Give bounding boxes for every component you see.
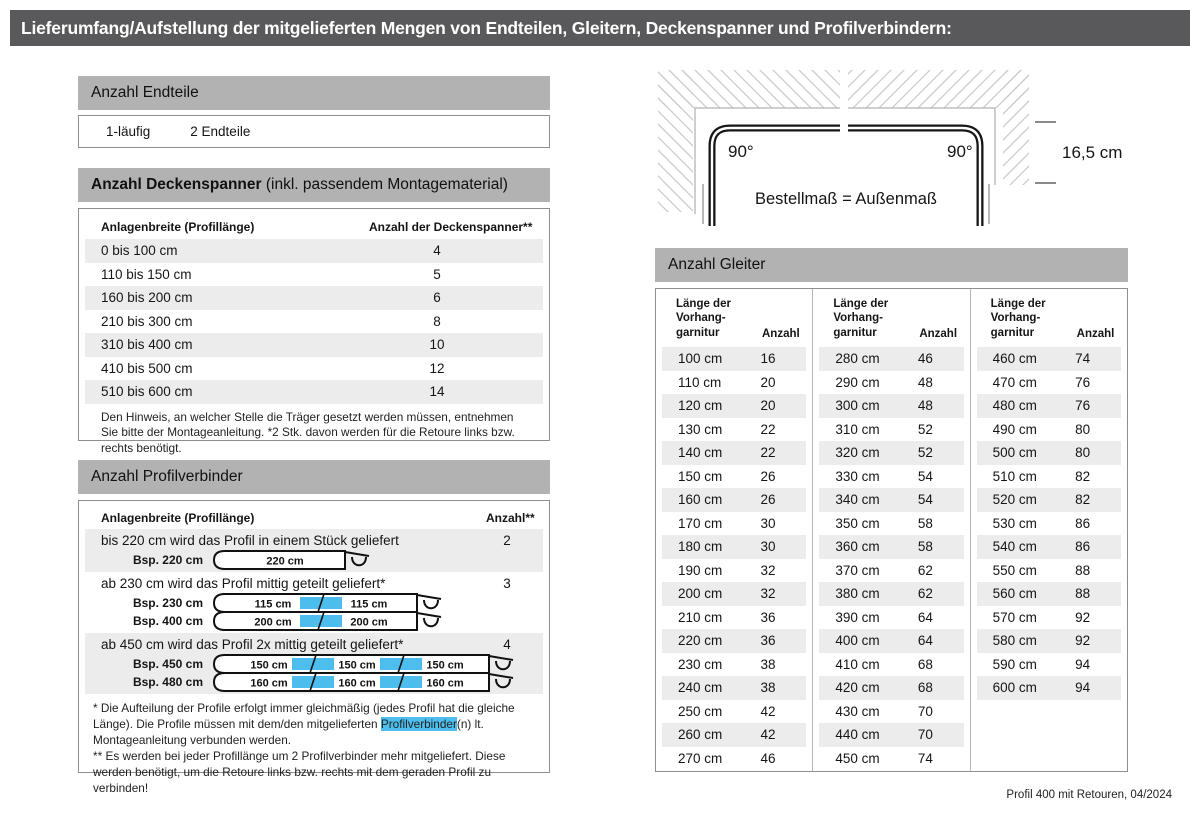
gleiter-row	[819, 747, 963, 771]
example-label: Bsp. 450 cm	[132, 657, 203, 671]
count-value: 58	[917, 539, 933, 555]
wall-hatch-left-side	[658, 70, 693, 212]
profile-graphic	[211, 549, 373, 571]
count-value: 70	[917, 703, 933, 719]
gleiter-row	[977, 676, 1121, 700]
deckenspanner-note: Den Hinweis, an welcher Stelle die Träger gesetzt werden müssen, entnehmen Sie bitte der Montageanleitung. *2 Stk. davon werden für die Retoure links bzw. rechts benötigt.	[101, 409, 515, 456]
segment-length-label: 220 cm	[266, 555, 304, 568]
count-value: 38	[760, 680, 776, 696]
anzahl-header: Anzahl	[919, 328, 958, 341]
count-value: 88	[1075, 562, 1091, 578]
length-header-line: garnitur	[833, 326, 877, 339]
example-label: Bsp. 230 cm	[132, 596, 203, 610]
length-header-line: Länge der	[990, 298, 1046, 310]
rule-text: ab 450 cm wird das Profil 2x mittig geteilt geliefert*	[101, 637, 404, 652]
page-title: Lieferumfang/Aufstellung der mitgelieferten Mengen von Endteilen, Gleitern, Deckenspanner und Profilverbindern:	[10, 10, 1190, 46]
length-value: 110 cm	[678, 374, 722, 390]
length-value: 340 cm	[835, 492, 880, 508]
count-value: 12	[429, 360, 445, 376]
count-value: 22	[760, 445, 776, 461]
count-value: 70	[917, 727, 933, 743]
count-value: 5	[433, 266, 441, 282]
gleiter-row	[662, 606, 806, 630]
range-label: 110 bis 150 cm	[101, 266, 192, 282]
gleiter-row	[662, 441, 806, 465]
gleiter-row	[819, 723, 963, 747]
length-value: 120 cm	[678, 398, 723, 414]
count-value: 16	[760, 351, 776, 367]
count-value: 94	[1075, 656, 1091, 672]
rule-text: ab 230 cm wird das Profil mittig geteilt geliefert*	[101, 576, 386, 591]
range-label: 510 bis 600 cm	[101, 384, 193, 399]
count-value: 10	[429, 337, 445, 352]
example-label: Bsp. 220 cm	[132, 553, 203, 567]
length-value: 560 cm	[992, 586, 1037, 602]
gleiter-row	[819, 347, 963, 371]
range-label: 310 bis 400 cm	[101, 337, 193, 352]
deckenspanner-row	[85, 263, 543, 287]
gleiter-table	[655, 288, 1128, 772]
count-value: 64	[917, 633, 933, 649]
count-value: 26	[760, 468, 776, 484]
gleiter-row	[819, 700, 963, 724]
length-header-line: Vorhang-	[990, 312, 1041, 325]
length-value: 220 cm	[678, 633, 723, 649]
profilverbinder-row	[85, 633, 543, 694]
count-value: 68	[917, 680, 933, 696]
gleiter-row	[819, 418, 963, 442]
gleiter-row	[819, 488, 963, 512]
count-value: 32	[760, 586, 776, 602]
count-value: 46	[917, 351, 933, 367]
count-value: 4	[433, 243, 441, 258]
deckenspanner-row	[85, 286, 543, 310]
highlighted-text: Profilverbinder	[380, 717, 457, 732]
count-value: 52	[917, 421, 933, 437]
count-value: 54	[917, 492, 933, 508]
endteile-count: 2 Endteile	[190, 124, 251, 139]
length-value: 140 cm	[678, 445, 723, 461]
range-label: 210 bis 300 cm	[101, 313, 193, 329]
segment-length-label: 150 cm	[250, 659, 288, 672]
length-value: 450 cm	[835, 750, 880, 766]
length-value: 260 cm	[678, 727, 723, 743]
gleiter-column	[970, 289, 1127, 771]
count-value: 2	[503, 533, 511, 548]
deckenspanner-title: Anzahl Deckenspanner	[91, 176, 262, 193]
example-label: Bsp. 480 cm	[132, 675, 203, 689]
gleiter-row	[977, 465, 1121, 489]
profile-piece-diagram	[211, 610, 445, 632]
col-anlagenbreite: Anlagenbreite (Profillänge)	[101, 220, 255, 234]
count-value: 86	[1075, 515, 1091, 531]
profilverbinder-row	[85, 529, 543, 572]
count-value: 32	[760, 562, 776, 578]
gleiter-row	[977, 418, 1121, 442]
count-value: 62	[917, 562, 933, 578]
length-header	[991, 297, 1063, 340]
gleiter-column-header	[971, 295, 1127, 347]
count-value: 80	[1075, 445, 1091, 461]
length-value: 170 cm	[678, 515, 723, 531]
count-value: 4	[503, 637, 511, 652]
example-label: Bsp. 400 cm	[132, 614, 203, 628]
gleiter-row	[977, 371, 1121, 395]
count-value: 42	[760, 727, 776, 743]
gleiter-row	[977, 441, 1121, 465]
gleiter-row	[819, 629, 963, 653]
gleiter-row	[662, 535, 806, 559]
retoure-end-hook	[489, 656, 513, 669]
profile-graphic	[211, 671, 517, 693]
count-value: 86	[1075, 539, 1091, 555]
gleiter-row	[819, 582, 963, 606]
segment-length-label: 160 cm	[426, 677, 464, 690]
gleiter-row	[977, 394, 1121, 418]
anzahl-header: Anzahl	[1076, 328, 1115, 341]
gleiter-row	[662, 559, 806, 583]
length-value: 200 cm	[678, 586, 723, 602]
endteile-section-header: Anzahl Endteile	[78, 76, 550, 110]
gleiter-row	[977, 559, 1121, 583]
deckenspanner-section-header	[78, 168, 550, 202]
depth-ticks	[1035, 122, 1056, 183]
length-header-line: Vorhang-	[676, 312, 726, 325]
count-value: 26	[760, 492, 776, 508]
count-value: 58	[917, 515, 933, 531]
length-value: 180 cm	[678, 539, 723, 555]
gleiter-row	[977, 629, 1121, 653]
length-value: 310 cm	[835, 421, 880, 437]
segment-length-label: 150 cm	[426, 659, 464, 672]
length-value: 350 cm	[835, 515, 880, 531]
gleiter-row	[977, 582, 1121, 606]
profile-piece-diagram	[211, 671, 517, 693]
segment-length-label: 150 cm	[338, 659, 376, 672]
length-value: 510 cm	[992, 468, 1037, 484]
count-value: 76	[1075, 374, 1091, 390]
count-value: 88	[1075, 586, 1091, 602]
document-footer: Profil 400 mit Retouren, 04/2024	[1006, 789, 1172, 801]
length-value: 280 cm	[835, 351, 880, 367]
length-header-line: Vorhang-	[833, 312, 883, 325]
length-value: 590 cm	[992, 656, 1037, 672]
length-header	[833, 297, 905, 340]
count-value: 30	[760, 539, 776, 555]
count-value: 30	[760, 515, 776, 531]
segment-length-label: 160 cm	[338, 677, 376, 690]
gleiter-row	[662, 582, 806, 606]
deckenspanner-table-header	[79, 215, 549, 239]
length-value: 380 cm	[835, 586, 880, 602]
length-value: 400 cm	[835, 633, 880, 649]
gleiter-row	[819, 465, 963, 489]
profile-example	[121, 673, 543, 691]
count-value: 76	[1075, 398, 1091, 414]
length-value: 290 cm	[835, 374, 880, 390]
count-value: 94	[1075, 680, 1091, 696]
gleiter-row	[662, 418, 806, 442]
count-value: 8	[433, 313, 441, 329]
gleiter-row	[662, 653, 806, 677]
wall-hatch-right-side	[1003, 70, 1029, 185]
gleiter-row	[977, 488, 1121, 512]
length-header-line: garnitur	[990, 326, 1035, 339]
segment-length-label: 200 cm	[254, 616, 292, 629]
length-value: 360 cm	[835, 539, 880, 555]
length-value: 520 cm	[992, 492, 1037, 508]
length-value: 550 cm	[992, 562, 1037, 578]
laeufig-label: 1-läufig	[106, 124, 151, 139]
profilverbinder-row	[85, 572, 543, 633]
gleiter-row	[662, 512, 806, 536]
count-value: 46	[760, 750, 776, 766]
length-value: 440 cm	[835, 727, 880, 743]
segment-length-label: 160 cm	[250, 677, 288, 690]
count-value: 38	[760, 656, 776, 672]
gleiter-row	[819, 394, 963, 418]
deckenspanner-row	[85, 333, 543, 357]
count-value: 6	[433, 290, 441, 305]
deckenspanner-row	[85, 357, 543, 381]
wall-hatch-right	[848, 70, 1029, 108]
profilverbinder-notes	[93, 700, 535, 796]
retoure-end-hook	[489, 674, 513, 687]
retoure-end-hook	[345, 552, 369, 565]
count-value: 92	[1075, 609, 1091, 625]
deckenspanner-table	[78, 208, 550, 456]
segment-length-label: 115 cm	[350, 598, 388, 611]
length-header-line: garnitur	[676, 326, 720, 339]
length-value: 100 cm	[678, 351, 723, 367]
count-value: 52	[917, 445, 933, 461]
count-value: 74	[1075, 351, 1091, 367]
gleiter-row	[977, 653, 1121, 677]
count-value: 48	[917, 398, 933, 414]
profilverbinder-table	[78, 500, 550, 796]
length-value: 570 cm	[992, 609, 1037, 625]
gleiter-row	[819, 653, 963, 677]
gleiter-column	[812, 289, 969, 771]
gleiter-column	[656, 289, 812, 771]
gleiter-row	[662, 676, 806, 700]
gleiter-row	[662, 747, 806, 771]
length-value: 230 cm	[678, 656, 723, 672]
length-value: 150 cm	[678, 468, 723, 484]
gleiter-row	[662, 371, 806, 395]
gleiter-row	[819, 535, 963, 559]
col-anlagenbreite: Anlagenbreite (Profillänge)	[101, 511, 255, 525]
length-value: 250 cm	[678, 703, 723, 719]
length-value: 540 cm	[992, 539, 1037, 555]
gleiter-row	[819, 441, 963, 465]
length-header-line: Länge der	[833, 298, 889, 310]
gleiter-row	[819, 371, 963, 395]
length-value: 270 cm	[678, 750, 723, 766]
gleiter-column-header	[813, 295, 969, 347]
length-value: 500 cm	[992, 445, 1037, 461]
length-value: 490 cm	[992, 421, 1037, 437]
deckenspanner-row	[85, 310, 543, 334]
deckenspanner-rows	[79, 239, 549, 404]
gleiter-row	[819, 676, 963, 700]
length-value: 130 cm	[678, 421, 723, 437]
anzahl-header: Anzahl	[762, 328, 800, 341]
count-value: 36	[760, 609, 776, 625]
length-value: 480 cm	[992, 398, 1037, 414]
rule-text: bis 220 cm wird das Profil in einem Stück geliefert	[101, 533, 399, 548]
count-value: 62	[917, 586, 933, 602]
count-value: 14	[429, 384, 445, 399]
length-value: 240 cm	[678, 680, 723, 696]
range-label: 410 bis 500 cm	[101, 360, 193, 376]
endteile-table	[78, 115, 550, 148]
count-value: 80	[1075, 421, 1091, 437]
length-value: 390 cm	[835, 609, 880, 625]
gleiter-row	[662, 347, 806, 371]
depth-label: 16,5 cm	[1062, 143, 1123, 162]
gleiter-row	[819, 606, 963, 630]
rail-installation-diagram	[650, 64, 1130, 232]
gleiter-row	[662, 394, 806, 418]
profilverbinder-section-header: Anzahl Profilverbinder	[78, 460, 550, 494]
gleiter-row	[662, 700, 806, 724]
deckenspanner-subtitle: (inkl. passendem Montagematerial)	[261, 176, 508, 193]
count-value: 36	[760, 633, 776, 649]
length-value: 300 cm	[835, 398, 880, 414]
length-value: 420 cm	[835, 680, 880, 696]
count-value: 82	[1075, 468, 1091, 484]
range-label: 160 bis 200 cm	[101, 290, 193, 305]
count-value: 48	[917, 374, 933, 390]
count-value: 92	[1075, 633, 1091, 649]
count-value: 82	[1075, 492, 1091, 508]
profilverbinder-table-header	[79, 507, 549, 529]
length-value: 370 cm	[835, 562, 880, 578]
length-value: 330 cm	[835, 468, 880, 484]
profile-example	[121, 612, 543, 630]
length-value: 410 cm	[835, 656, 880, 672]
count-value: 54	[917, 468, 933, 484]
profilverbinder-rows	[79, 529, 549, 694]
gleiter-row	[662, 629, 806, 653]
length-value: 470 cm	[992, 374, 1037, 390]
length-value: 430 cm	[835, 703, 880, 719]
gleiter-section-header: Anzahl Gleiter	[655, 248, 1128, 282]
length-value: 210 cm	[678, 609, 723, 625]
note-asterisk-pre: * Die Aufteilung der Profile erfolgt immer gleichmäßig (jedes Profil hat die gleiche Länge). Die Profile müssen mit dem/den mitgelieferten	[93, 701, 515, 732]
segment-length-label: 200 cm	[350, 616, 388, 629]
note-double-asterisk: ** Es werden bei jeder Profillänge um 2 Profilverbinder mehr mitgeliefert. Diese werden benötigt, um die Retoure links bzw. rechts mit dem geraden Profil zu verbinden!	[93, 749, 506, 796]
count-value: 3	[503, 576, 511, 591]
length-value: 320 cm	[835, 445, 880, 461]
angle-label-right: 90°	[947, 142, 973, 161]
profile-graphic	[211, 610, 445, 632]
count-value: 74	[917, 750, 933, 766]
length-header	[676, 297, 748, 340]
retoure-end-hook	[417, 613, 441, 626]
count-value: 22	[760, 421, 776, 437]
gleiter-row	[819, 559, 963, 583]
note-asterisk-post: (n) lt. Montageanleitung verbunden werden.	[93, 717, 484, 748]
profile-example	[121, 551, 543, 569]
length-value: 160 cm	[678, 492, 723, 508]
retoure-end-hook	[417, 595, 441, 608]
deckenspanner-row	[85, 239, 543, 263]
length-value: 600 cm	[992, 680, 1037, 696]
angle-label-left: 90°	[728, 142, 754, 161]
length-value: 580 cm	[992, 633, 1037, 649]
col-anzahl: Anzahl**	[486, 511, 535, 525]
deckenspanner-row	[85, 380, 543, 404]
gleiter-row	[977, 512, 1121, 536]
gleiter-row	[977, 606, 1121, 630]
gleiter-column-header	[656, 295, 812, 347]
range-label: 0 bis 100 cm	[101, 243, 178, 258]
gleiter-row	[977, 347, 1121, 371]
count-value: 42	[760, 703, 776, 719]
count-value: 20	[760, 374, 776, 390]
order-measure-caption: Bestellmaß = Außenmaß	[754, 190, 938, 208]
gleiter-row	[662, 488, 806, 512]
col-anzahl-deckenspanner: Anzahl der Deckenspanner**	[369, 220, 533, 234]
count-value: 68	[917, 656, 933, 672]
length-value: 190 cm	[678, 562, 723, 578]
gleiter-row	[662, 465, 806, 489]
gleiter-row	[662, 723, 806, 747]
length-value: 460 cm	[992, 351, 1037, 367]
gleiter-row	[977, 535, 1121, 559]
count-value: 64	[917, 609, 933, 625]
length-header-line: Länge der	[676, 298, 731, 310]
segment-length-label: 115 cm	[254, 598, 292, 611]
length-value: 530 cm	[992, 515, 1037, 531]
count-value: 20	[760, 398, 776, 414]
profile-piece-diagram	[211, 549, 373, 571]
gleiter-row	[819, 512, 963, 536]
